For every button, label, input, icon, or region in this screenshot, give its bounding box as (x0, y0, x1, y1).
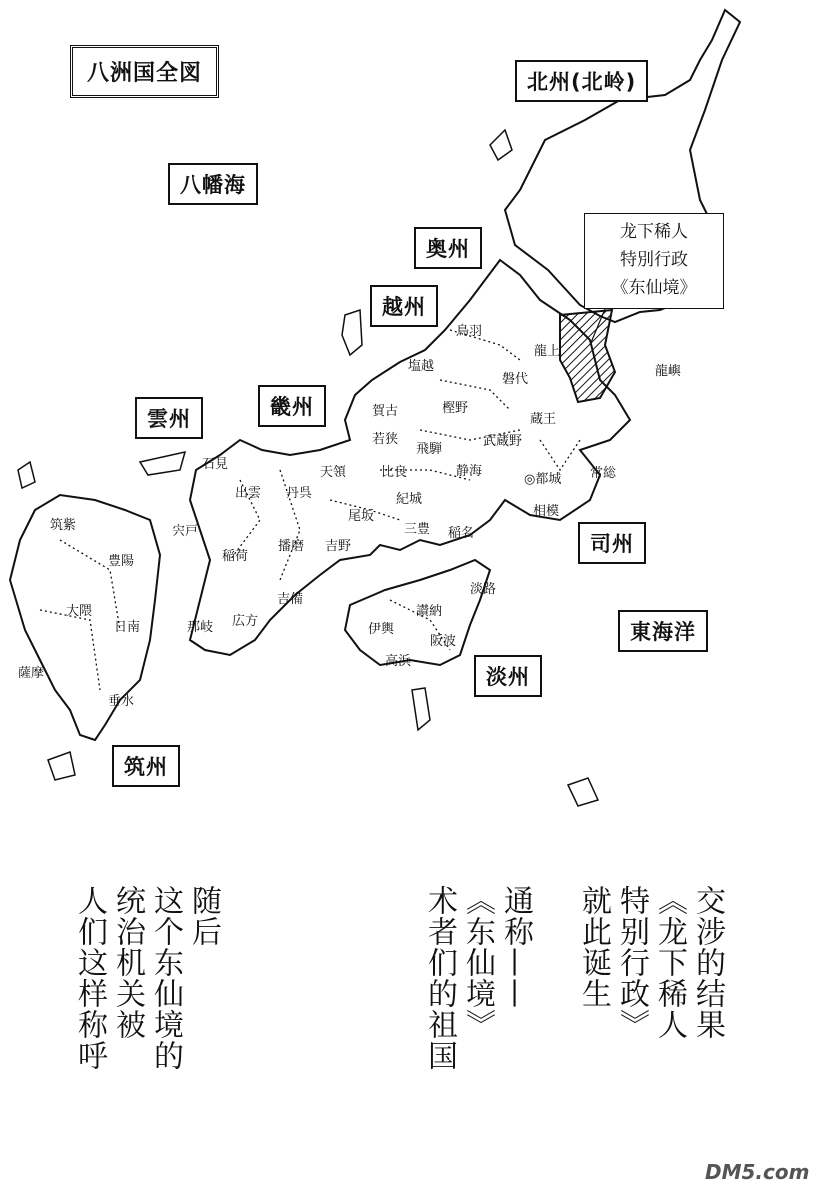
province-label: 龍嶼 (655, 364, 682, 379)
province-label: 筑紫 (50, 518, 77, 533)
province-label: 比良 (381, 465, 408, 480)
province-label: 那岐 (187, 620, 214, 635)
narration-col: 《东仙境》 (460, 885, 495, 1040)
narration-col: 人们这样称呼 (72, 885, 107, 1071)
narration-col: 这个东仙境的 (148, 885, 183, 1071)
narration-col: 就此诞生 (576, 885, 611, 1009)
province-label: 稲荷 (222, 549, 249, 564)
province-label: 豊陽 (108, 554, 135, 569)
narration-col: 随后 (186, 885, 221, 947)
province-label: 阪波 (430, 634, 457, 649)
callout-line1: 龙下稀人 (620, 222, 688, 242)
narration-col: 通称—— (498, 885, 533, 1009)
watermark: DM5.com (705, 1160, 810, 1184)
region-shishu: 司州 (578, 522, 646, 564)
province-label: 常総 (590, 466, 617, 481)
island-unshu (140, 452, 185, 475)
narration-col: 特别行政》 (614, 885, 649, 1040)
island-west (48, 752, 75, 780)
province-label: 大隈 (66, 604, 93, 619)
narration-col: 交涉的结果 (690, 885, 725, 1040)
island-etchu (342, 310, 362, 355)
province-label: 播磨 (278, 539, 305, 554)
province-label: 石見 (202, 457, 229, 472)
region-yahatakai: 八幡海 (168, 163, 258, 205)
callout-line2: 特別行政 (620, 250, 688, 270)
province-label: 紀城 (396, 492, 423, 507)
province-label: 龍上 (534, 344, 561, 359)
special-territory-callout (584, 213, 724, 309)
province-label: 日南 (114, 620, 141, 635)
province-label: 磐代 (502, 372, 529, 387)
province-label: 鳥羽 (456, 324, 483, 339)
province-label: 高浜 (385, 654, 412, 669)
province-label: 蔵王 (530, 412, 557, 427)
region-unshu: 雲州 (135, 397, 203, 439)
province-label: 広方 (232, 614, 259, 629)
province-label: 丹呉 (286, 486, 313, 501)
island-north (490, 130, 512, 160)
province-label: 尾坂 (348, 509, 375, 524)
narration-col: 统治机关被 (110, 885, 145, 1040)
province-label: 武蔵野 (483, 434, 523, 449)
province-label: 伊輿 (368, 622, 395, 637)
region-tokaiyo: 東海洋 (618, 610, 708, 652)
region-hokushu: 北州(北岭) (515, 60, 648, 102)
island-south (412, 688, 430, 730)
capital-label: ◎都城 (524, 472, 562, 487)
province-label: 吉備 (277, 592, 304, 607)
province-label: 樫野 (442, 401, 469, 416)
region-esshu: 越州 (370, 285, 438, 327)
province-label: 宍戸 (172, 524, 199, 539)
region-chikushu: 筑州 (112, 745, 180, 787)
province-label: 賀古 (372, 404, 399, 419)
province-label: 吉野 (325, 539, 352, 554)
province-label: 垂水 (108, 694, 135, 709)
province-label: 静海 (456, 464, 483, 479)
province-label: 三豊 (404, 522, 431, 537)
callout-line3: 《东仙境》 (611, 278, 697, 298)
region-oushu: 奥州 (414, 227, 482, 269)
island-east (568, 778, 598, 806)
province-label: 天領 (320, 465, 347, 480)
region-tanshu: 淡州 (474, 655, 542, 697)
province-label: 飛騨 (416, 442, 443, 457)
map-title: 八洲国全図 (70, 45, 219, 98)
province-label: 出雲 (235, 486, 262, 501)
province-label: 塩越 (408, 359, 435, 374)
region-kishu: 畿州 (258, 385, 326, 427)
province-label: 若狭 (372, 432, 399, 447)
narration-col: 术者们的祖国 (422, 885, 457, 1071)
island-tsushima (18, 462, 35, 488)
province-label: 薩摩 (18, 666, 45, 681)
province-label: 淡路 (470, 582, 497, 597)
province-label: 相模 (533, 504, 560, 519)
province-label: 讃納 (416, 604, 443, 619)
narration-col: 《龙下稀人 (652, 885, 687, 1040)
province-label: 稲名 (448, 526, 475, 541)
